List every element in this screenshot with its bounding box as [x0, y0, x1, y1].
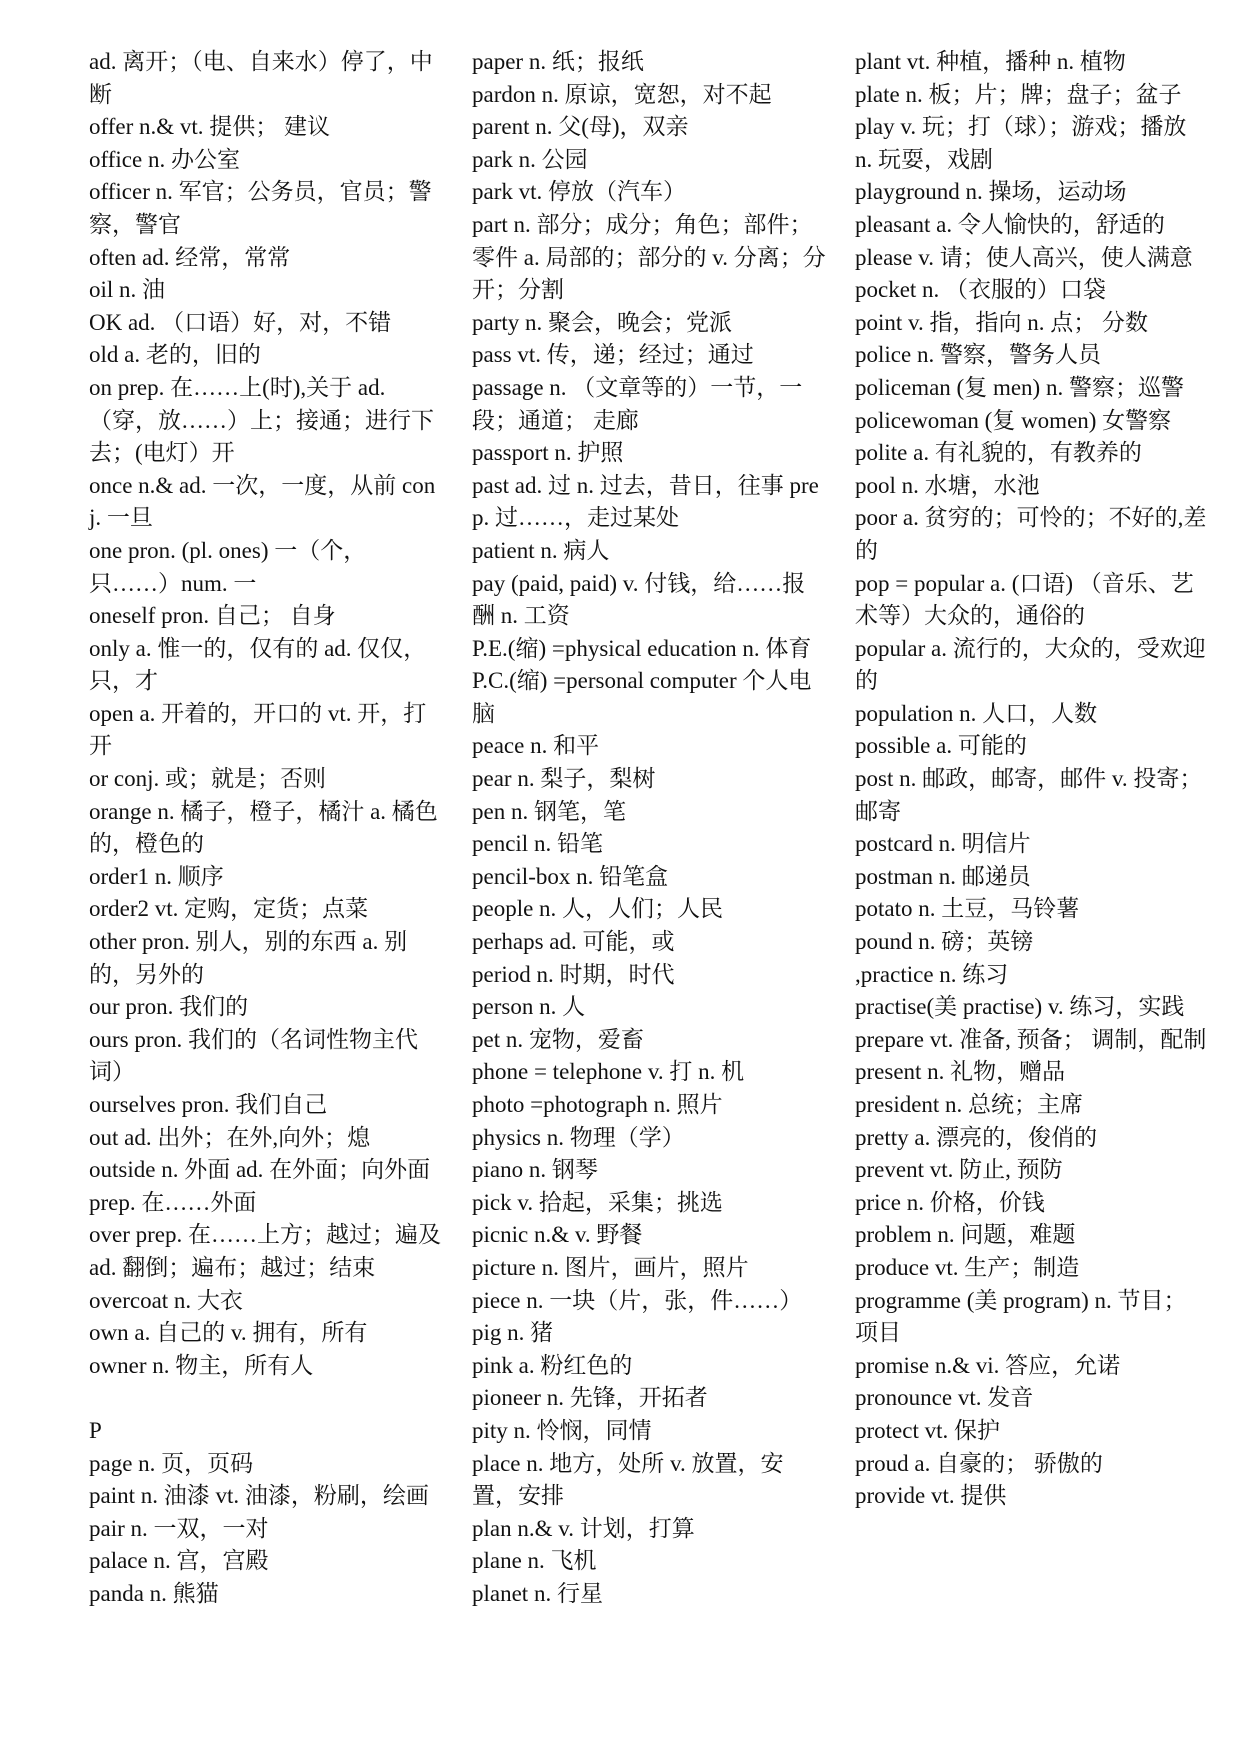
word-entry: possible a. 可能的 — [855, 733, 1027, 759]
word-entry: oneself pron. 自己； 自身 — [89, 603, 336, 629]
word-entry: place n. 地方，处所 v. 放置，安置，安排 — [472, 1450, 784, 1509]
word-entry: ourselves pron. 我们自己 — [89, 1092, 328, 1117]
word-entry: outside n. 外面 ad. 在外面；向外面 — [89, 1157, 431, 1183]
word-entry: planet n. 行星 — [472, 1580, 603, 1606]
word-entry: play v. 玩；打（球）；游戏；播放 n. 玩耍，戏剧 — [855, 114, 1187, 172]
word-entry: pink a. 粉红色的 — [472, 1352, 633, 1378]
word-entry: president n. 总统；主席 — [855, 1092, 1084, 1117]
word-entry: officer n. 军官；公务员，官员；警察，警官 — [89, 179, 432, 237]
word-entry: one pron. (pl. ones) 一（个，只……）num. 一 — [89, 537, 367, 596]
word-entry: price n. 价格，价钱 — [855, 1189, 1045, 1215]
word-entry: order2 vt. 定购，定货；点菜 — [89, 896, 369, 922]
word-entry: plan n.& v. 计划，打算 — [472, 1515, 695, 1541]
word-entry: postman n. 邮递员 — [855, 863, 1031, 889]
word-entry: perhaps ad. 可能，或 — [472, 929, 675, 955]
column-2 — [472, 46, 826, 1611]
word-entry: protect vt. 保护 — [855, 1417, 1000, 1443]
word-entry: open a. 开着的，开口的 vt. 开，打开 — [89, 700, 427, 759]
word-entry: paper n. 纸；报纸 — [472, 49, 644, 74]
word-entry: office n. 办公室 — [89, 146, 240, 172]
word-entry: often ad. 经常，常常 — [89, 244, 291, 270]
word-entry: own a. 自己的 v. 拥有，所有 — [89, 1320, 368, 1346]
word-entry: pop = popular a. (口语) （音乐、艺术等）大众的，通俗的 — [855, 570, 1194, 629]
word-entry: pet n. 宠物，爱畜 — [472, 1026, 644, 1052]
word-entry: palace n. 宫，宫殿 — [89, 1548, 269, 1574]
word-entry: ad. 离开；（电、自来水）停了，中断 — [89, 49, 433, 107]
word-entry: post n. 邮政，邮寄，邮件 v. 投寄； 邮寄 — [855, 766, 1203, 824]
word-entry: present n. 礼物，赠品 — [855, 1059, 1066, 1085]
word-entry: past ad. 过 n. 过去，昔日，往事 prep. 过……，走过某处 — [472, 472, 819, 531]
word-entry: pity n. 怜悯，同情 — [472, 1417, 652, 1443]
word-entry: park n. 公园 — [472, 146, 588, 172]
word-entry: pleasant a. 令人愉快的，舒适的 — [855, 211, 1165, 237]
word-entry: peace n. 和平 — [472, 733, 600, 759]
word-entry: parent n. 父(母)，双亲 — [472, 114, 689, 140]
word-entry: pen n. 钢笔，笔 — [472, 798, 626, 824]
word-entry: provide vt. 提供 — [855, 1483, 1007, 1509]
word-entry: point v. 指，指向 n. 点； 分数 — [855, 309, 1149, 335]
word-entry: physics n. 物理（学） — [472, 1124, 685, 1150]
word-entry: page n. 页，页码 — [89, 1450, 254, 1476]
word-entry: policeman (复 men) n. 警察；巡警 — [855, 374, 1184, 400]
word-entry: phone = telephone v. 打 n. 机 — [472, 1059, 745, 1085]
word-entry: potato n. 土豆，马铃薯 — [855, 896, 1080, 922]
word-entry: pig n. 猪 — [472, 1320, 554, 1346]
column-1 — [89, 46, 443, 1611]
word-entry: popular a. 流行的，大众的，受欢迎的 — [855, 635, 1206, 694]
word-entry: postcard n. 明信片 — [855, 831, 1031, 857]
word-entry: overcoat n. 大衣 — [89, 1287, 243, 1313]
word-entry: playground n. 操场，运动场 — [855, 179, 1127, 205]
word-entry: pronounce vt. 发音 — [855, 1385, 1034, 1411]
word-entry: pretty a. 漂亮的，俊俏的 — [855, 1124, 1098, 1150]
word-entry: pool n. 水塘，水池 — [855, 472, 1040, 498]
word-entry: pardon n. 原谅，宽恕，对不起 — [472, 81, 772, 107]
word-entry: piano n. 钢琴 — [472, 1157, 598, 1183]
word-entry: other pron. 别人，别的东西 a. 别的，另外的 — [89, 929, 408, 987]
word-entry: once n.& ad. 一次，一度，从前 conj. 一旦 — [89, 472, 436, 531]
word-entry: old a. 老的，旧的 — [89, 342, 261, 368]
letter-heading: P — [89, 1417, 102, 1443]
word-entry: oil n. 油 — [89, 277, 166, 303]
word-entry: part n. 部分；成分；角色；部件；零件 a. 局部的；部分的 v. 分离；分开；分割 — [472, 211, 826, 303]
word-entry: passage n. （文章等的）一节，一段；通道； 走廊 — [472, 374, 803, 433]
word-entry: our pron. 我们的 — [89, 994, 249, 1020]
word-entry: population n. 人口，人数 — [855, 700, 1098, 726]
word-entry: photo =photograph n. 照片 — [472, 1092, 723, 1117]
word-entry: poor a. 贫穷的；可怜的；不好的,差的 — [855, 505, 1207, 563]
word-entry: person n. 人 — [472, 994, 586, 1020]
word-entry: pioneer n. 先锋，开拓者 — [472, 1385, 708, 1411]
word-entry: pair n. 一双，一对 — [89, 1515, 269, 1541]
word-entry: owner n. 物主，所有人 — [89, 1352, 314, 1378]
word-entry: prevent vt. 防止, 预防 — [855, 1157, 1063, 1183]
word-entry: party n. 聚会，晚会；党派 — [472, 309, 733, 335]
word-entry: out ad. 出外；在外,向外；熄 — [89, 1124, 371, 1150]
word-entry: pear n. 梨子，梨树 — [472, 766, 656, 792]
word-entry: on prep. 在……上(时),关于 ad.（穿，放……）上；接通；进行下去；(电灯）开 — [89, 374, 434, 466]
word-entry: prep. 在……外面 — [89, 1189, 257, 1215]
word-entry: period n. 时期，时代 — [472, 961, 675, 987]
word-entry: panda n. 熊猫 — [89, 1580, 219, 1606]
word-entry: prepare vt. 准备, 预备； 调制，配制 — [855, 1026, 1207, 1052]
word-entry: OK ad. （口语）好，对，不错 — [89, 309, 392, 335]
word-entry: pay (paid, paid) v. 付钱，给……报酬 n. 工资 — [472, 570, 806, 629]
word-entry: programme (美 program) n. 节目；项目 — [855, 1287, 1187, 1346]
word-entry: patient n. 病人 — [472, 537, 610, 563]
word-entry: pick v. 拾起，采集；挑选 — [472, 1189, 723, 1215]
column-3 — [855, 46, 1209, 1513]
word-entry: pencil-box n. 铅笔盒 — [472, 863, 669, 889]
word-entry: picture n. 图片，画片，照片 — [472, 1254, 749, 1280]
word-entry: paint n. 油漆 vt. 油漆，粉刷，绘画 — [89, 1483, 429, 1509]
word-entry: plane n. 飞机 — [472, 1548, 597, 1574]
word-entry: pencil n. 铅笔 — [472, 831, 603, 857]
word-entry: offer n.& vt. 提供； 建议 — [89, 114, 331, 140]
word-entry: produce vt. 生产；制造 — [855, 1254, 1080, 1280]
word-entry: orange n. 橘子，橙子，橘汁 a. 橘色的，橙色的 — [89, 798, 438, 857]
word-entry: problem n. 问题，难题 — [855, 1222, 1076, 1248]
word-entry: P.C.(缩) =personal computer 个人电脑 — [472, 668, 812, 726]
word-entry: ,practice n. 练习 — [855, 961, 1009, 987]
word-entry: only a. 惟一的，仅有的 ad. 仅仅，只，才 — [89, 635, 427, 694]
word-entry: order1 n. 顺序 — [89, 863, 224, 889]
word-entry: practise(美 practise) v. 练习，实践 — [855, 994, 1185, 1020]
word-entry: proud a. 自豪的； 骄傲的 — [855, 1450, 1103, 1476]
word-entry: over prep. 在……上方；越过；遍及 ad. 翻倒；遍布；越过；结束 — [89, 1222, 441, 1280]
word-entry: picnic n.& v. 野餐 — [472, 1222, 643, 1248]
word-entry: ours pron. 我们的（名词性物主代词） — [89, 1026, 419, 1085]
word-entry: plant vt. 种植，播种 n. 植物 — [855, 49, 1126, 74]
word-entry: polite a. 有礼貌的，有教养的 — [855, 440, 1142, 466]
word-entry: passport n. 护照 — [472, 440, 624, 466]
word-entry: pocket n. （衣服的）口袋 — [855, 277, 1107, 303]
word-entry: plate n. 板；片；牌；盘子；盆子 — [855, 81, 1182, 107]
word-entry: P.E.(缩) =physical education n. 体育 — [472, 635, 812, 661]
word-entry: please v. 请；使人高兴，使人满意 — [855, 244, 1193, 270]
word-entry: piece n. 一块（片，张，件……） — [472, 1287, 803, 1313]
word-entry: police n. 警察，警务人员 — [855, 342, 1101, 368]
word-entry: policewoman (复 women) 女警察 — [855, 407, 1172, 433]
word-entry: promise n.& vi. 答应，允诺 — [855, 1352, 1121, 1378]
word-entry: or conj. 或；就是；否则 — [89, 766, 327, 792]
word-entry: people n. 人，人们；人民 — [472, 896, 724, 922]
word-entry: pound n. 磅；英镑 — [855, 929, 1034, 955]
word-entry: pass vt. 传，递；经过；通过 — [472, 342, 754, 368]
word-entry: park vt. 停放（汽车） — [472, 179, 687, 205]
